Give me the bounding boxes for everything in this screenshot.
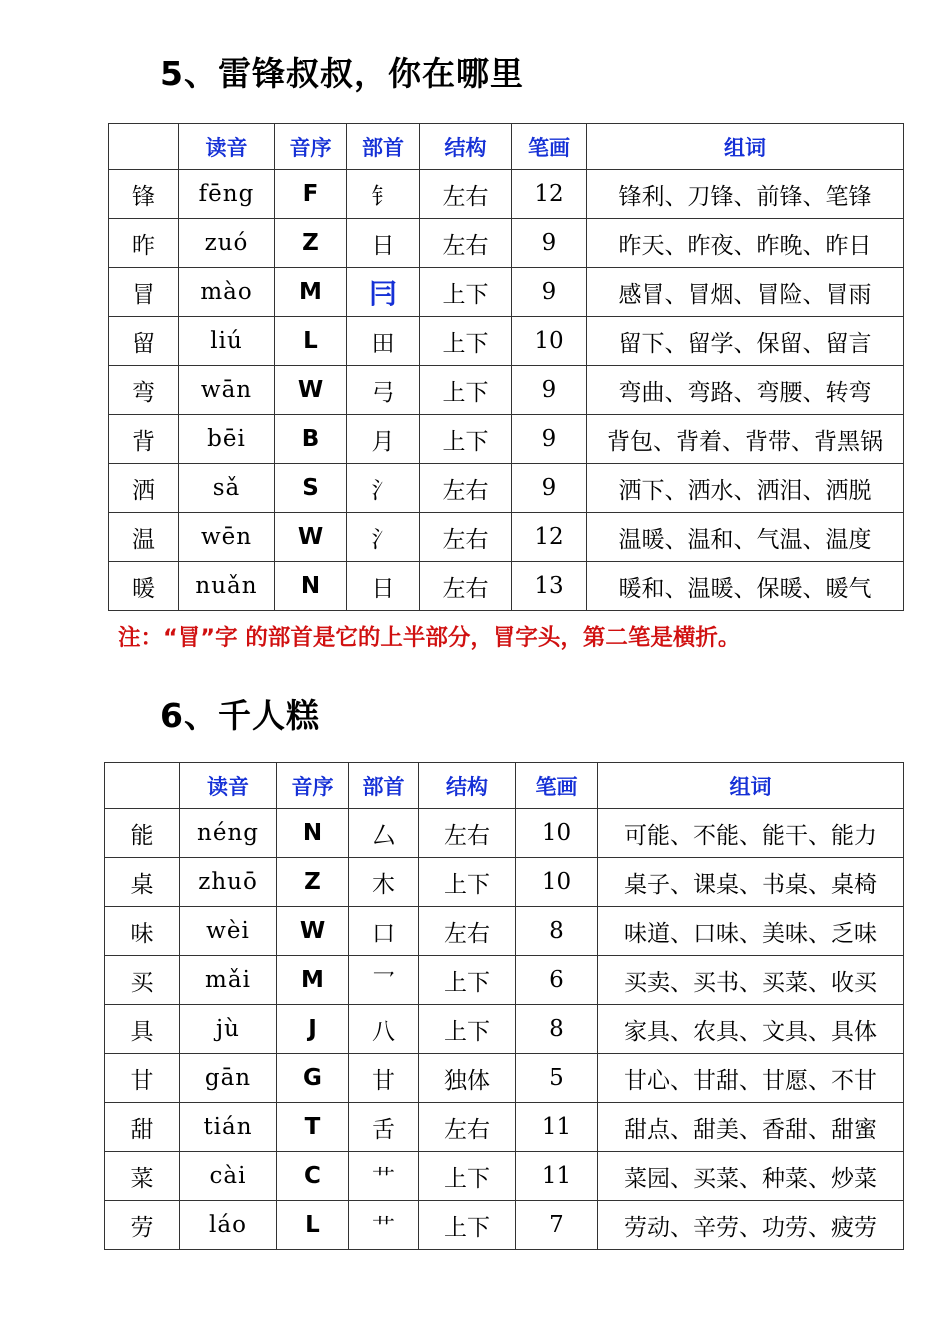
radical-cell: 甘 (349, 1054, 419, 1103)
structure-cell: 左右 (419, 809, 516, 858)
char-cell: 甜 (105, 1103, 180, 1152)
pinyin-cell: láo (180, 1201, 277, 1250)
header-char (109, 124, 179, 170)
radical-cell: 口 (349, 907, 419, 956)
pinyin-cell: wān (179, 366, 275, 415)
order-letter-cell: T (277, 1103, 349, 1152)
structure-cell: 左右 (420, 513, 512, 562)
char-cell: 具 (105, 1005, 180, 1054)
char-cell: 买 (105, 956, 180, 1005)
table-row (105, 956, 904, 1005)
order-letter-cell: L (275, 317, 347, 366)
table-row (105, 1152, 904, 1201)
header-structure: 结构 (419, 763, 516, 809)
order-letter-cell: L (277, 1201, 349, 1250)
stroke-count-cell: 10 (516, 858, 598, 907)
section-6-char-table (104, 762, 904, 1250)
header-radical: 部首 (349, 763, 419, 809)
stroke-count-cell: 9 (512, 366, 587, 415)
stroke-count-cell: 12 (512, 513, 587, 562)
table-row (109, 513, 904, 562)
word-group-cell: 弯曲、弯路、弯腰、转弯 (587, 366, 904, 415)
radical-cell: 艹 (349, 1201, 419, 1250)
word-group-cell: 家具、农具、文具、具体 (598, 1005, 904, 1054)
order-letter-cell: C (277, 1152, 349, 1201)
table-row (105, 1201, 904, 1250)
order-letter-cell: W (277, 907, 349, 956)
structure-cell: 独体 (419, 1054, 516, 1103)
stroke-count-cell: 11 (516, 1152, 598, 1201)
radical-cell: 木 (349, 858, 419, 907)
word-group-cell: 甘心、甘甜、甘愿、不甘 (598, 1054, 904, 1103)
pinyin-cell: mǎi (180, 956, 277, 1005)
table-row (109, 366, 904, 415)
pinyin-cell: zhuō (180, 858, 277, 907)
char-cell: 味 (105, 907, 180, 956)
radical-cell: 日 (347, 219, 420, 268)
radical-cell: 氵 (347, 513, 420, 562)
char-cell: 能 (105, 809, 180, 858)
radical-cell: 舌 (349, 1103, 419, 1152)
stroke-count-cell: 5 (516, 1054, 598, 1103)
order-letter-cell: N (277, 809, 349, 858)
char-cell: 暖 (109, 562, 179, 611)
char-cell: 温 (109, 513, 179, 562)
stroke-count-cell: 9 (512, 464, 587, 513)
order-letter-cell: Z (275, 219, 347, 268)
pinyin-cell: sǎ (179, 464, 275, 513)
radical-cell: 弓 (347, 366, 420, 415)
char-cell: 弯 (109, 366, 179, 415)
pinyin-cell: cài (180, 1152, 277, 1201)
table-row (109, 170, 904, 219)
stroke-count-cell: 9 (512, 219, 587, 268)
table-header-row (109, 124, 904, 170)
header-pinyin: 读音 (180, 763, 277, 809)
order-letter-cell: J (277, 1005, 349, 1054)
word-group-cell: 昨天、昨夜、昨晚、昨日 (587, 219, 904, 268)
pinyin-cell: néng (180, 809, 277, 858)
pinyin-cell: wèi (180, 907, 277, 956)
order-letter-cell: W (275, 513, 347, 562)
header-char (105, 763, 180, 809)
header-order: 音序 (277, 763, 349, 809)
section-6-title: 6、千人糕 (160, 696, 320, 735)
table-row (109, 562, 904, 611)
structure-cell: 上下 (420, 317, 512, 366)
radical-cell: 乛 (349, 956, 419, 1005)
structure-cell: 上下 (420, 415, 512, 464)
stroke-count-cell: 10 (512, 317, 587, 366)
pinyin-cell: bēi (179, 415, 275, 464)
section-5-char-table (108, 123, 904, 611)
table-row (105, 858, 904, 907)
order-letter-cell: S (275, 464, 347, 513)
table-row (109, 268, 904, 317)
pinyin-cell: mào (179, 268, 275, 317)
structure-cell: 左右 (420, 464, 512, 513)
char-cell: 菜 (105, 1152, 180, 1201)
radical-cell: 艹 (349, 1152, 419, 1201)
table-row (105, 907, 904, 956)
structure-cell: 上下 (420, 366, 512, 415)
stroke-count-cell: 8 (516, 1005, 598, 1054)
stroke-count-cell: 13 (512, 562, 587, 611)
table-row (109, 219, 904, 268)
word-group-cell: 劳动、辛劳、功劳、疲劳 (598, 1201, 904, 1250)
pinyin-cell: fēng (179, 170, 275, 219)
char-cell: 留 (109, 317, 179, 366)
pinyin-cell: jù (180, 1005, 277, 1054)
structure-cell: 上下 (419, 1005, 516, 1054)
char-cell: 洒 (109, 464, 179, 513)
header-strokes: 笔画 (516, 763, 598, 809)
order-letter-cell: M (275, 268, 347, 317)
word-group-cell: 买卖、买书、买菜、收买 (598, 956, 904, 1005)
radical-cell: 氵 (347, 464, 420, 513)
word-group-cell: 背包、背着、背带、背黑锅 (587, 415, 904, 464)
stroke-count-cell: 9 (512, 268, 587, 317)
table-row (109, 464, 904, 513)
order-letter-cell: M (277, 956, 349, 1005)
header-words: 组词 (587, 124, 904, 170)
char-cell: 劳 (105, 1201, 180, 1250)
word-group-cell: 味道、口味、美味、乏味 (598, 907, 904, 956)
order-letter-cell: Z (277, 858, 349, 907)
table-row (105, 809, 904, 858)
word-group-cell: 温暖、温和、气温、温度 (587, 513, 904, 562)
structure-cell: 左右 (419, 1103, 516, 1152)
header-radical: 部首 (347, 124, 420, 170)
order-letter-cell: G (277, 1054, 349, 1103)
char-cell: 桌 (105, 858, 180, 907)
table-header-row (105, 763, 904, 809)
radical-cell: 钅 (347, 170, 420, 219)
structure-cell: 左右 (420, 562, 512, 611)
pinyin-cell: tián (180, 1103, 277, 1152)
word-group-cell: 暖和、温暖、保暖、暖气 (587, 562, 904, 611)
char-cell: 背 (109, 415, 179, 464)
table-row (105, 1103, 904, 1152)
structure-cell: 上下 (419, 956, 516, 1005)
section-5-title: 5、雷锋叔叔，你在哪里 (160, 54, 524, 93)
order-letter-cell: W (275, 366, 347, 415)
structure-cell: 上下 (419, 1201, 516, 1250)
char-cell: 昨 (109, 219, 179, 268)
word-group-cell: 留下、留学、保留、留言 (587, 317, 904, 366)
header-pinyin: 读音 (179, 124, 275, 170)
word-group-cell: 锋利、刀锋、前锋、笔锋 (587, 170, 904, 219)
pinyin-cell: liú (179, 317, 275, 366)
stroke-count-cell: 8 (516, 907, 598, 956)
char-cell: 锋 (109, 170, 179, 219)
radical-cell: 日 (347, 562, 420, 611)
radical-cell: 月 (347, 415, 420, 464)
stroke-count-cell: 12 (512, 170, 587, 219)
pinyin-cell: gān (180, 1054, 277, 1103)
structure-cell: 左右 (419, 907, 516, 956)
char-cell: 冒 (109, 268, 179, 317)
word-group-cell: 感冒、冒烟、冒险、冒雨 (587, 268, 904, 317)
table-row (109, 415, 904, 464)
pinyin-cell: nuǎn (179, 562, 275, 611)
stroke-count-cell: 6 (516, 956, 598, 1005)
structure-cell: 上下 (419, 858, 516, 907)
word-group-cell: 菜园、买菜、种菜、炒菜 (598, 1152, 904, 1201)
order-letter-cell: F (275, 170, 347, 219)
table-row (105, 1005, 904, 1054)
stroke-count-cell: 9 (512, 415, 587, 464)
word-group-cell: 可能、不能、能干、能力 (598, 809, 904, 858)
header-structure: 结构 (420, 124, 512, 170)
pinyin-cell: zuó (179, 219, 275, 268)
char-cell: 甘 (105, 1054, 180, 1103)
structure-cell: 上下 (420, 268, 512, 317)
structure-cell: 左右 (420, 219, 512, 268)
header-order: 音序 (275, 124, 347, 170)
radical-note: 注：“冒”字 的部首是它的上半部分，冒字头，第二笔是横折。 (118, 625, 741, 651)
radical-cell: 冃 (347, 268, 420, 317)
pinyin-cell: wēn (179, 513, 275, 562)
radical-cell: 田 (347, 317, 420, 366)
table-row (105, 1054, 904, 1103)
header-words: 组词 (598, 763, 904, 809)
structure-cell: 左右 (420, 170, 512, 219)
radical-cell: 厶 (349, 809, 419, 858)
radical-cell: 八 (349, 1005, 419, 1054)
word-group-cell: 甜点、甜美、香甜、甜蜜 (598, 1103, 904, 1152)
word-group-cell: 桌子、课桌、书桌、桌椅 (598, 858, 904, 907)
word-group-cell: 洒下、洒水、洒泪、洒脱 (587, 464, 904, 513)
header-strokes: 笔画 (512, 124, 587, 170)
stroke-count-cell: 7 (516, 1201, 598, 1250)
structure-cell: 上下 (419, 1152, 516, 1201)
stroke-count-cell: 10 (516, 809, 598, 858)
order-letter-cell: B (275, 415, 347, 464)
table-row (109, 317, 904, 366)
order-letter-cell: N (275, 562, 347, 611)
stroke-count-cell: 11 (516, 1103, 598, 1152)
